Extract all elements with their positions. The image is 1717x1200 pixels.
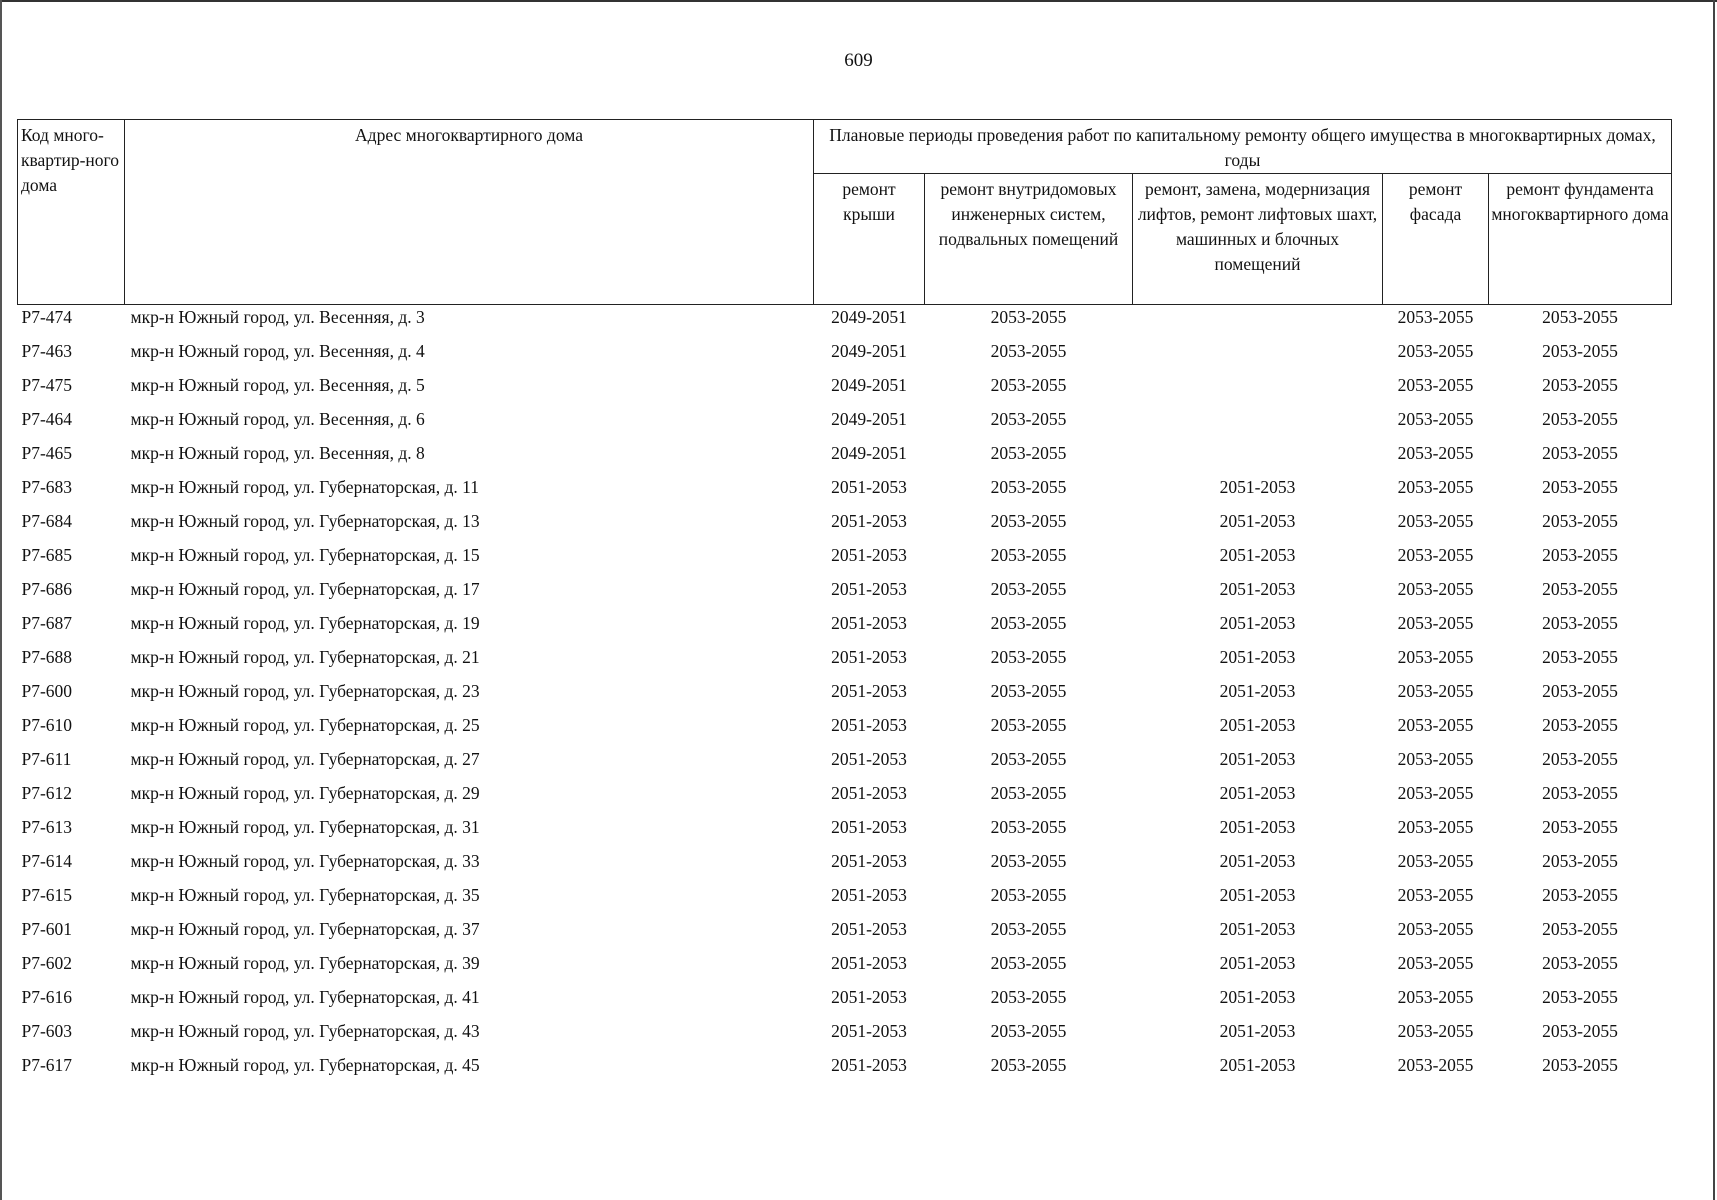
cell-foundation: 2053-2055 [1542, 817, 1618, 837]
cell-lifts: 2051-2053 [1219, 715, 1296, 735]
table-row [18, 577, 1672, 611]
cell-facade: 2053-2055 [1397, 681, 1474, 701]
cell-address: мкр-н Южный город, ул. Губернаторская, д. 23 [130, 681, 480, 701]
cell-foundation: 2053-2055 [1542, 341, 1618, 361]
header-code: Код много-квартир-ного дома [18, 120, 125, 305]
cell-foundation: 2053-2055 [1542, 375, 1618, 395]
cell-facade: 2053-2055 [1397, 409, 1474, 429]
cell-roof: 2051-2053 [831, 987, 907, 1007]
cell-code: Р7-617 [21, 1055, 73, 1075]
header-periods-group: Плановые периоды проведения работ по капитальному ремонту общего имущества в многоквартирных домах, годы [814, 120, 1672, 174]
cell-address: мкр-н Южный город, ул. Весенняя, д. 4 [130, 341, 425, 361]
table-row [18, 679, 1672, 713]
cell-lifts: 2051-2053 [1219, 511, 1296, 531]
cell-code: Р7-465 [21, 443, 73, 463]
cell-facade: 2053-2055 [1397, 545, 1474, 565]
header-address: Адрес многоквартирного дома [125, 120, 814, 305]
header-engineering: ремонт внутридомовых инженерных систем, подвальных помещений [925, 174, 1133, 305]
table-row [18, 815, 1672, 849]
cell-address: мкр-н Южный город, ул. Губернаторская, д. 37 [130, 919, 480, 939]
table-body [18, 305, 1672, 1088]
header-foundation: ремонт фундамента многоквартирного дома [1489, 174, 1672, 305]
cell-foundation: 2053-2055 [1542, 409, 1618, 429]
cell-facade: 2053-2055 [1397, 715, 1474, 735]
cell-address: мкр-н Южный город, ул. Губернаторская, д. 45 [130, 1055, 480, 1075]
cell-engineering: 2053-2055 [990, 613, 1067, 633]
cell-engineering: 2053-2055 [990, 647, 1067, 667]
cell-address: мкр-н Южный город, ул. Губернаторская, д. 33 [130, 851, 480, 871]
cell-engineering: 2053-2055 [990, 1021, 1067, 1041]
cell-lifts: 2051-2053 [1219, 1021, 1296, 1041]
table-row [18, 985, 1672, 1019]
cell-engineering: 2053-2055 [990, 1055, 1067, 1075]
cell-address: мкр-н Южный город, ул. Губернаторская, д. 27 [130, 749, 480, 769]
cell-code: Р7-683 [21, 477, 73, 497]
cell-foundation: 2053-2055 [1542, 579, 1618, 599]
cell-address: мкр-н Южный город, ул. Губернаторская, д. 31 [130, 817, 480, 837]
cell-foundation: 2053-2055 [1542, 851, 1618, 871]
cell-engineering: 2053-2055 [990, 885, 1067, 905]
cell-engineering: 2053-2055 [990, 307, 1067, 327]
cell-lifts: 2051-2053 [1219, 919, 1296, 939]
cell-lifts: 2051-2053 [1219, 647, 1296, 667]
cell-address: мкр-н Южный город, ул. Весенняя, д. 8 [130, 443, 425, 463]
cell-engineering: 2053-2055 [990, 919, 1067, 939]
cell-engineering: 2053-2055 [990, 953, 1067, 973]
table-row [18, 917, 1672, 951]
cell-roof: 2049-2051 [831, 375, 907, 395]
cell-facade: 2053-2055 [1397, 1055, 1474, 1075]
cell-code: Р7-464 [21, 409, 73, 429]
cell-facade: 2053-2055 [1397, 987, 1474, 1007]
cell-facade: 2053-2055 [1397, 375, 1474, 395]
cell-engineering: 2053-2055 [990, 851, 1067, 871]
cell-address: мкр-н Южный город, ул. Губернаторская, д. 13 [130, 511, 480, 531]
cell-foundation: 2053-2055 [1542, 749, 1618, 769]
cell-code: Р7-686 [21, 579, 73, 599]
cell-address: мкр-н Южный город, ул. Губернаторская, д. 15 [130, 545, 480, 565]
table-row [18, 713, 1672, 747]
cell-foundation: 2053-2055 [1542, 647, 1618, 667]
cell-roof: 2051-2053 [831, 851, 907, 871]
table-row [18, 373, 1672, 407]
cell-lifts [1133, 373, 1383, 407]
cell-code: Р7-613 [21, 817, 73, 837]
cell-address: мкр-н Южный город, ул. Губернаторская, д. 19 [130, 613, 480, 633]
cell-roof: 2051-2053 [831, 1021, 907, 1041]
cell-lifts: 2051-2053 [1219, 1055, 1296, 1075]
cell-code: Р7-684 [21, 511, 73, 531]
cell-foundation: 2053-2055 [1542, 885, 1618, 905]
table-row [18, 441, 1672, 475]
cell-foundation: 2053-2055 [1542, 1055, 1618, 1075]
cell-facade: 2053-2055 [1397, 443, 1474, 463]
cell-address: мкр-н Южный город, ул. Губернаторская, д. 35 [130, 885, 480, 905]
cell-engineering: 2053-2055 [990, 579, 1067, 599]
cell-code: Р7-610 [21, 715, 73, 735]
cell-roof: 2051-2053 [831, 1055, 907, 1075]
table-row [18, 543, 1672, 577]
cell-code: Р7-603 [21, 1021, 73, 1041]
table-row [18, 1019, 1672, 1053]
cell-engineering: 2053-2055 [990, 783, 1067, 803]
cell-foundation: 2053-2055 [1542, 919, 1618, 939]
cell-lifts: 2051-2053 [1219, 749, 1296, 769]
page-border-right [1713, 0, 1715, 1200]
cell-code: Р7-688 [21, 647, 73, 667]
cell-engineering: 2053-2055 [990, 443, 1067, 463]
cell-facade: 2053-2055 [1397, 341, 1474, 361]
cell-engineering: 2053-2055 [990, 715, 1067, 735]
cell-lifts: 2051-2053 [1219, 987, 1296, 1007]
cell-lifts: 2051-2053 [1219, 613, 1296, 633]
table-row [18, 645, 1672, 679]
cell-lifts [1133, 407, 1383, 441]
cell-roof: 2051-2053 [831, 919, 907, 939]
cell-roof: 2051-2053 [831, 817, 907, 837]
cell-code: Р7-687 [21, 613, 73, 633]
cell-lifts [1133, 441, 1383, 475]
cell-lifts: 2051-2053 [1219, 477, 1296, 497]
cell-facade: 2053-2055 [1397, 851, 1474, 871]
cell-code: Р7-685 [21, 545, 73, 565]
cell-code: Р7-474 [21, 307, 73, 327]
cell-foundation: 2053-2055 [1542, 477, 1618, 497]
cell-lifts [1133, 339, 1383, 373]
header-roof: ремонт крыши [814, 174, 925, 305]
cell-facade: 2053-2055 [1397, 613, 1474, 633]
cell-facade: 2053-2055 [1397, 783, 1474, 803]
table-row [18, 339, 1672, 373]
cell-roof: 2051-2053 [831, 647, 907, 667]
cell-address: мкр-н Южный город, ул. Губернаторская, д. 21 [130, 647, 480, 667]
cell-facade: 2053-2055 [1397, 307, 1474, 327]
cell-engineering: 2053-2055 [990, 987, 1067, 1007]
header-lifts: ремонт, замена, модернизация лифтов, ремонт лифтовых шахт, машинных и блочных помещений [1133, 174, 1383, 305]
cell-engineering: 2053-2055 [990, 375, 1067, 395]
cell-roof: 2051-2053 [831, 511, 907, 531]
cell-facade: 2053-2055 [1397, 817, 1474, 837]
table-row [18, 509, 1672, 543]
cell-roof: 2049-2051 [831, 443, 907, 463]
cell-roof: 2051-2053 [831, 681, 907, 701]
cell-facade: 2053-2055 [1397, 1021, 1474, 1041]
cell-roof: 2051-2053 [831, 783, 907, 803]
cell-roof: 2051-2053 [831, 953, 907, 973]
cell-lifts: 2051-2053 [1219, 885, 1296, 905]
page-border-left [0, 0, 2, 1200]
cell-facade: 2053-2055 [1397, 919, 1474, 939]
capital-repair-table [17, 119, 1672, 1087]
cell-roof: 2051-2053 [831, 579, 907, 599]
cell-roof: 2049-2051 [831, 409, 907, 429]
table-row [18, 611, 1672, 645]
table-row [18, 305, 1672, 340]
page-border-top [0, 0, 1717, 2]
cell-engineering: 2053-2055 [990, 749, 1067, 769]
cell-address: мкр-н Южный город, ул. Весенняя, д. 5 [130, 375, 425, 395]
cell-foundation: 2053-2055 [1542, 613, 1618, 633]
cell-roof: 2051-2053 [831, 885, 907, 905]
cell-foundation: 2053-2055 [1542, 1021, 1618, 1041]
cell-roof: 2051-2053 [831, 545, 907, 565]
table-row [18, 475, 1672, 509]
cell-roof: 2051-2053 [831, 749, 907, 769]
cell-lifts: 2051-2053 [1219, 681, 1296, 701]
cell-roof: 2049-2051 [831, 341, 907, 361]
cell-lifts: 2051-2053 [1219, 851, 1296, 871]
cell-address: мкр-н Южный город, ул. Губернаторская, д. 43 [130, 1021, 480, 1041]
cell-foundation: 2053-2055 [1542, 511, 1618, 531]
cell-code: Р7-463 [21, 341, 73, 361]
cell-engineering: 2053-2055 [990, 477, 1067, 497]
cell-lifts: 2051-2053 [1219, 817, 1296, 837]
cell-foundation: 2053-2055 [1542, 987, 1618, 1007]
cell-code: Р7-602 [21, 953, 73, 973]
cell-lifts [1133, 305, 1383, 340]
page-number: 609 [844, 50, 873, 71]
cell-roof: 2051-2053 [831, 715, 907, 735]
cell-foundation: 2053-2055 [1542, 307, 1618, 327]
cell-lifts: 2051-2053 [1219, 579, 1296, 599]
cell-code: Р7-612 [21, 783, 73, 803]
cell-lifts: 2051-2053 [1219, 545, 1296, 565]
table-row [18, 849, 1672, 883]
table-row [18, 883, 1672, 917]
cell-address: мкр-н Южный город, ул. Губернаторская, д. 11 [130, 477, 479, 497]
cell-address: мкр-н Южный город, ул. Весенняя, д. 3 [130, 307, 425, 327]
cell-code: Р7-615 [21, 885, 73, 905]
cell-engineering: 2053-2055 [990, 341, 1067, 361]
cell-code: Р7-616 [21, 987, 73, 1007]
cell-address: мкр-н Южный город, ул. Губернаторская, д. 29 [130, 783, 480, 803]
cell-foundation: 2053-2055 [1542, 545, 1618, 565]
cell-facade: 2053-2055 [1397, 511, 1474, 531]
cell-lifts: 2051-2053 [1219, 953, 1296, 973]
cell-foundation: 2053-2055 [1542, 783, 1618, 803]
header-facade: ремонт фасада [1383, 174, 1489, 305]
cell-foundation: 2053-2055 [1542, 443, 1618, 463]
table-row [18, 781, 1672, 815]
cell-code: Р7-611 [21, 749, 72, 769]
cell-foundation: 2053-2055 [1542, 953, 1618, 973]
cell-engineering: 2053-2055 [990, 817, 1067, 837]
cell-foundation: 2053-2055 [1542, 715, 1618, 735]
table-row [18, 1053, 1672, 1087]
cell-address: мкр-н Южный город, ул. Весенняя, д. 6 [130, 409, 425, 429]
cell-facade: 2053-2055 [1397, 885, 1474, 905]
cell-facade: 2053-2055 [1397, 647, 1474, 667]
cell-code: Р7-600 [21, 681, 73, 701]
cell-facade: 2053-2055 [1397, 953, 1474, 973]
cell-roof: 2051-2053 [831, 613, 907, 633]
cell-address: мкр-н Южный город, ул. Губернаторская, д. 25 [130, 715, 480, 735]
cell-engineering: 2053-2055 [990, 409, 1067, 429]
cell-facade: 2053-2055 [1397, 749, 1474, 769]
table-row [18, 747, 1672, 781]
cell-lifts: 2051-2053 [1219, 783, 1296, 803]
cell-roof: 2051-2053 [831, 477, 907, 497]
table-row [18, 951, 1672, 985]
cell-address: мкр-н Южный город, ул. Губернаторская, д. 41 [130, 987, 480, 1007]
cell-address: мкр-н Южный город, ул. Губернаторская, д. 39 [130, 953, 480, 973]
cell-facade: 2053-2055 [1397, 579, 1474, 599]
cell-engineering: 2053-2055 [990, 681, 1067, 701]
cell-engineering: 2053-2055 [990, 545, 1067, 565]
cell-address: мкр-н Южный город, ул. Губернаторская, д. 17 [130, 579, 480, 599]
cell-facade: 2053-2055 [1397, 477, 1474, 497]
cell-roof: 2049-2051 [831, 307, 907, 327]
cell-code: Р7-475 [21, 375, 73, 395]
cell-code: Р7-601 [21, 919, 73, 939]
cell-code: Р7-614 [21, 851, 73, 871]
cell-foundation: 2053-2055 [1542, 681, 1618, 701]
cell-engineering: 2053-2055 [990, 511, 1067, 531]
table-row [18, 407, 1672, 441]
